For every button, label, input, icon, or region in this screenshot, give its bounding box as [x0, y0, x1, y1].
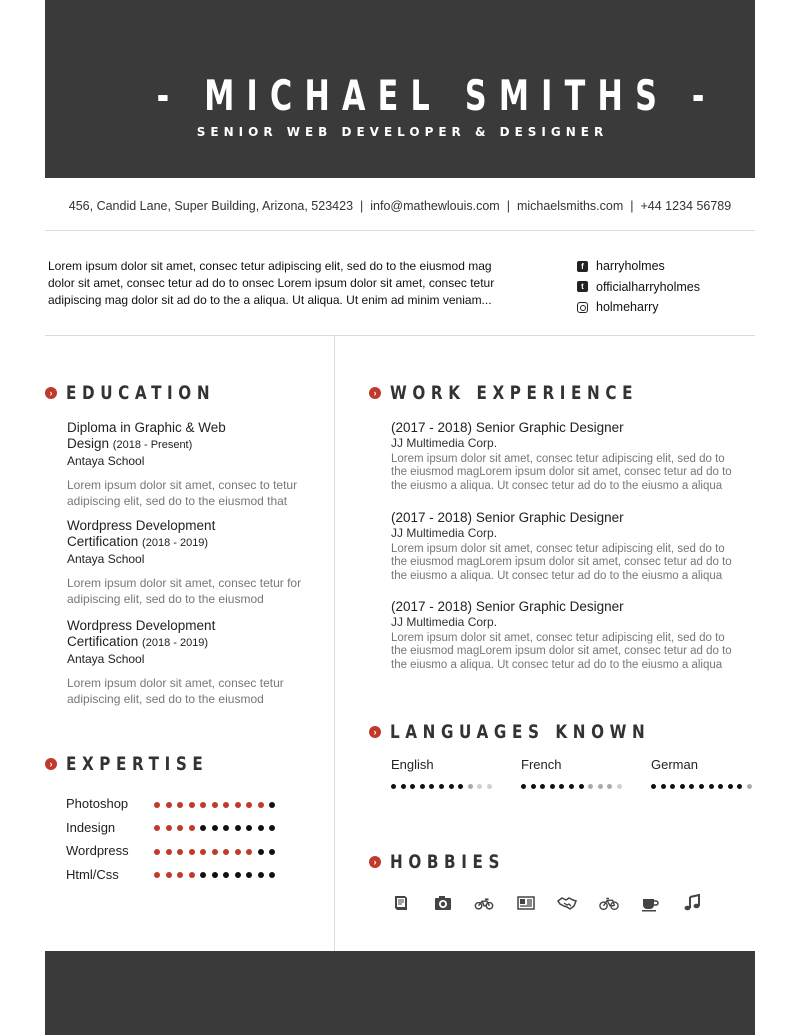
- instagram-icon: [577, 302, 588, 313]
- skill-row: [66, 839, 281, 863]
- job-company: JJ Multimedia Corp.: [391, 526, 498, 540]
- degree-years: (2018 - 2019): [142, 637, 209, 649]
- chevron-right-icon: ›: [369, 856, 381, 868]
- desc-line: the eiusmo a aliqua. Ut consec tetur ad do to the eiusmo a aliqua: [391, 658, 723, 671]
- column-divider: [334, 336, 335, 951]
- rating-dot-filled: [246, 802, 252, 808]
- job-company: JJ Multimedia Corp.: [391, 615, 498, 629]
- desc-line: the eiusmod magLorem ipsum dolor sit amet, consec tetur ad do to: [391, 556, 732, 569]
- rating-dot-empty: [747, 784, 752, 789]
- school-name: Antaya School: [67, 552, 145, 566]
- rating-dot-empty: [607, 784, 612, 789]
- rating-dot-filled: [531, 784, 536, 789]
- rating-dot-filled: [709, 784, 714, 789]
- skill-label: Indesign: [66, 819, 116, 835]
- rating-dot-filled: [177, 802, 183, 808]
- section-title-languages: [369, 721, 715, 743]
- rating-dot-filled: [737, 784, 742, 789]
- rating-dot-filled: [212, 849, 218, 855]
- rating-dot-empty: [200, 872, 206, 878]
- chevron-right-icon: ›: [369, 726, 381, 738]
- rating-dot-empty: [223, 872, 229, 878]
- job-period: (2017 - 2018): [391, 599, 473, 614]
- newspaper-icon: [516, 893, 556, 913]
- footer-banner: [45, 951, 755, 1035]
- rating-dot-empty: [477, 784, 482, 789]
- rating-dot-empty: [212, 825, 218, 831]
- language-item: [651, 757, 757, 789]
- rating-dot-empty: [269, 849, 275, 855]
- rating-dot-empty: [588, 784, 593, 789]
- education-desc: Lorem ipsum dolor sit amet, consec tetur for adipiscing elit, sed do to the eiusmod: [67, 576, 302, 606]
- rating-dot-filled: [154, 872, 160, 878]
- rating-dot-empty: [258, 825, 264, 831]
- job-item: [391, 420, 751, 493]
- rating-dot-filled: [189, 825, 195, 831]
- degree-line: Diploma in Graphic & Web: [67, 420, 226, 435]
- education-desc: Lorem ipsum dolor sit amet, consec to tetur adipiscing elit, sed do to the eiusmod that: [67, 478, 298, 508]
- website-link[interactable]: michaelsmiths.com: [516, 199, 624, 213]
- rating-dot-filled: [429, 784, 434, 789]
- book-icon: [391, 893, 431, 913]
- rating-dot-filled: [177, 872, 183, 878]
- rating-dot-empty: [235, 872, 241, 878]
- section-heading: EXPERTISE: [66, 753, 209, 775]
- section-title-expertise: [45, 753, 244, 775]
- job-desc: [391, 453, 751, 493]
- language-rating: [651, 784, 757, 789]
- job-title: [391, 510, 751, 526]
- language-name: English: [391, 757, 434, 772]
- section-heading: EDUCATION: [66, 382, 216, 404]
- rating-dot-empty: [223, 825, 229, 831]
- degree-line: Wordpress Development: [67, 618, 216, 633]
- degree-line: Certification: [67, 634, 139, 649]
- language-rating: [521, 784, 627, 789]
- degree-title: [67, 420, 312, 453]
- rating-dot-filled: [154, 825, 160, 831]
- address: 456, Candid Lane, Super Building, Arizona, 523423: [68, 199, 354, 213]
- job-item: [391, 599, 751, 672]
- rating-dot-empty: [235, 825, 241, 831]
- social-handle: harryholmes: [596, 259, 665, 274]
- coffee-icon: [640, 893, 680, 913]
- rating-dot-empty: [258, 849, 264, 855]
- language-name: French: [521, 757, 562, 772]
- job-desc: [391, 543, 751, 583]
- bicycle-icon: [599, 893, 639, 913]
- rating-dot-filled: [166, 825, 172, 831]
- chevron-right-icon: ›: [45, 758, 57, 770]
- rating-dot-filled: [540, 784, 545, 789]
- rating-dot-filled: [661, 784, 666, 789]
- rating-dot-filled: [569, 784, 574, 789]
- skill-rating: [154, 818, 281, 836]
- name-title: - MICHAEL SMITHS -: [156, 71, 717, 120]
- skills-list: [66, 792, 281, 886]
- rating-dot-filled: [718, 784, 723, 789]
- skill-label: Html/Css: [66, 866, 119, 882]
- skill-label: Wordpress: [66, 843, 129, 859]
- rating-dot-filled: [246, 849, 252, 855]
- hobbies-icons: [391, 893, 723, 913]
- desc-line: the eiusmod magLorem ipsum dolor sit amet, consec tetur ad do to: [391, 645, 732, 658]
- rating-dot-filled: [550, 784, 555, 789]
- role-subtitle: SENIOR WEB DEVELOPER & DESIGNER: [196, 125, 609, 139]
- rating-dot-empty: [487, 784, 492, 789]
- rating-dot-filled: [200, 849, 206, 855]
- job-title: [391, 599, 751, 615]
- degree-title: [67, 618, 312, 651]
- rating-dot-filled: [177, 849, 183, 855]
- profile-summary: Lorem ipsum dolor sit amet, consec tetur adipiscing elit, sed do to the eiusmod mag dolor sit amet, consec tetur ad do to onsec Lorem ipsum dolor sit amet, consec tetur adipiscing mag dolor sit ad do to the a aliqua. Ut aliqua. Ut enim ad minim veniam...: [48, 259, 495, 307]
- degree-title: [67, 518, 312, 551]
- section-title-education: [45, 382, 252, 404]
- chevron-right-icon: ›: [45, 387, 57, 399]
- rating-dot-filled: [223, 849, 229, 855]
- degree-line: Wordpress Development: [67, 518, 216, 533]
- desc-line: Lorem ipsum dolor sit amet, consec tetur adipiscing elit, sed do to: [391, 543, 725, 555]
- rating-dot-filled: [189, 802, 195, 808]
- desc-line: Lorem ipsum dolor sit amet, consec tetur adipiscing elit, sed do to: [391, 632, 725, 644]
- degree-years: (2018 - 2019): [142, 537, 209, 549]
- rating-dot-filled: [189, 872, 195, 878]
- chevron-right-icon: ›: [369, 387, 381, 399]
- skill-row: [66, 792, 281, 816]
- rating-dot-empty: [269, 872, 275, 878]
- rating-dot-filled: [235, 849, 241, 855]
- social-item-facebook[interactable]: [577, 256, 700, 277]
- social-handle: holmeharry: [596, 300, 659, 315]
- rating-dot-filled: [235, 802, 241, 808]
- job-position: Senior Graphic Designer: [475, 599, 624, 614]
- rating-dot-filled: [680, 784, 685, 789]
- job-item: [391, 510, 751, 583]
- job-position: Senior Graphic Designer: [475, 510, 624, 525]
- skill-rating: [154, 795, 281, 813]
- skill-row: [66, 816, 281, 840]
- rating-dot-filled: [521, 784, 526, 789]
- skill-rating: [154, 842, 281, 860]
- rating-dot-filled: [200, 802, 206, 808]
- job-desc: [391, 632, 751, 672]
- rating-dot-filled: [391, 784, 396, 789]
- divider: [45, 230, 755, 231]
- desc-line: the eiusmo a aliqua. Ut consec tetur ad do to the eiusmo a aliqua: [391, 569, 723, 582]
- education-item: [67, 618, 312, 707]
- rating-dot-filled: [670, 784, 675, 789]
- divider: [45, 335, 755, 336]
- skill-label: Photoshop: [66, 796, 129, 812]
- degree-line: Design: [67, 436, 110, 451]
- rating-dot-filled: [401, 784, 406, 789]
- social-item-twitter[interactable]: [577, 277, 700, 298]
- degree-years: (2018 - Present): [112, 439, 193, 451]
- rating-dot-filled: [728, 784, 733, 789]
- education-desc: Lorem ipsum dolor sit amet, consec tetur adipiscing elit, sed do to the eiusmod: [67, 676, 284, 706]
- section-title-work-experience: [369, 382, 700, 404]
- rating-dot-filled: [166, 849, 172, 855]
- facebook-icon: f: [577, 261, 588, 272]
- contact-line: [45, 199, 755, 213]
- rating-dot-empty: [258, 872, 264, 878]
- rating-dot-filled: [439, 784, 444, 789]
- desc-line: the eiusmo a aliqua. Ut consec tetur ad do to the eiusmo a aliqua: [391, 479, 723, 492]
- education-item: [67, 420, 312, 509]
- rating-dot-filled: [651, 784, 656, 789]
- section-heading: WORK EXPERIENCE: [390, 382, 639, 404]
- job-title: [391, 420, 751, 436]
- rating-dot-empty: [246, 825, 252, 831]
- rating-dot-filled: [410, 784, 415, 789]
- job-company: JJ Multimedia Corp.: [391, 436, 498, 450]
- rating-dot-filled: [449, 784, 454, 789]
- rating-dot-empty: [200, 825, 206, 831]
- rating-dot-empty: [468, 784, 473, 789]
- social-handle: officialharryholmes: [596, 279, 700, 294]
- motorbike-icon: [474, 893, 514, 913]
- rating-dot-filled: [212, 802, 218, 808]
- job-position: Senior Graphic Designer: [475, 420, 624, 435]
- desc-line: Lorem ipsum dolor sit amet, consec tetur adipiscing elit, sed do to: [391, 453, 725, 465]
- rating-dot-empty: [269, 825, 275, 831]
- social-links: [577, 256, 700, 318]
- rating-dot-filled: [458, 784, 463, 789]
- language-rating: [391, 784, 497, 789]
- phone: +44 1234 56789: [640, 199, 732, 213]
- rating-dot-empty: [246, 872, 252, 878]
- rating-dot-filled: [559, 784, 564, 789]
- rating-dot-empty: [212, 872, 218, 878]
- twitter-icon: t: [577, 281, 588, 292]
- rating-dot-empty: [598, 784, 603, 789]
- rating-dot-filled: [420, 784, 425, 789]
- header-banner: [45, 0, 755, 178]
- language-item: [391, 757, 497, 789]
- rating-dot-filled: [154, 849, 160, 855]
- rating-dot-filled: [189, 849, 195, 855]
- rating-dot-filled: [223, 802, 229, 808]
- section-heading: HOBBIES: [390, 851, 505, 873]
- rating-dot-empty: [617, 784, 622, 789]
- camera-icon: [433, 893, 473, 913]
- rating-dot-filled: [579, 784, 584, 789]
- language-name: German: [651, 757, 698, 772]
- language-item: [521, 757, 627, 789]
- education-item: [67, 518, 312, 607]
- handshake-icon: [557, 893, 597, 913]
- job-period: (2017 - 2018): [391, 420, 473, 435]
- desc-line: the eiusmod magLorem ipsum dolor sit amet, consec tetur ad do to: [391, 466, 732, 479]
- social-item-instagram[interactable]: [577, 297, 700, 318]
- section-heading: LANGUAGES KNOWN: [390, 721, 651, 743]
- email-link[interactable]: info@mathewlouis.com: [370, 199, 500, 213]
- school-name: Antaya School: [67, 454, 145, 468]
- school-name: Antaya School: [67, 652, 145, 666]
- job-period: (2017 - 2018): [391, 510, 473, 525]
- separator: |: [360, 199, 364, 213]
- skill-row: [66, 863, 281, 887]
- rating-dot-empty: [269, 802, 275, 808]
- rating-dot-filled: [166, 802, 172, 808]
- rating-dot-filled: [154, 802, 160, 808]
- music-icon: [682, 893, 722, 913]
- rating-dot-filled: [177, 825, 183, 831]
- rating-dot-filled: [699, 784, 704, 789]
- rating-dot-filled: [258, 802, 264, 808]
- separator: |: [630, 199, 634, 213]
- section-title-hobbies: [369, 851, 534, 873]
- skill-rating: [154, 865, 281, 883]
- rating-dot-filled: [689, 784, 694, 789]
- rating-dot-filled: [166, 872, 172, 878]
- degree-line: Certification: [67, 534, 139, 549]
- separator: |: [506, 199, 510, 213]
